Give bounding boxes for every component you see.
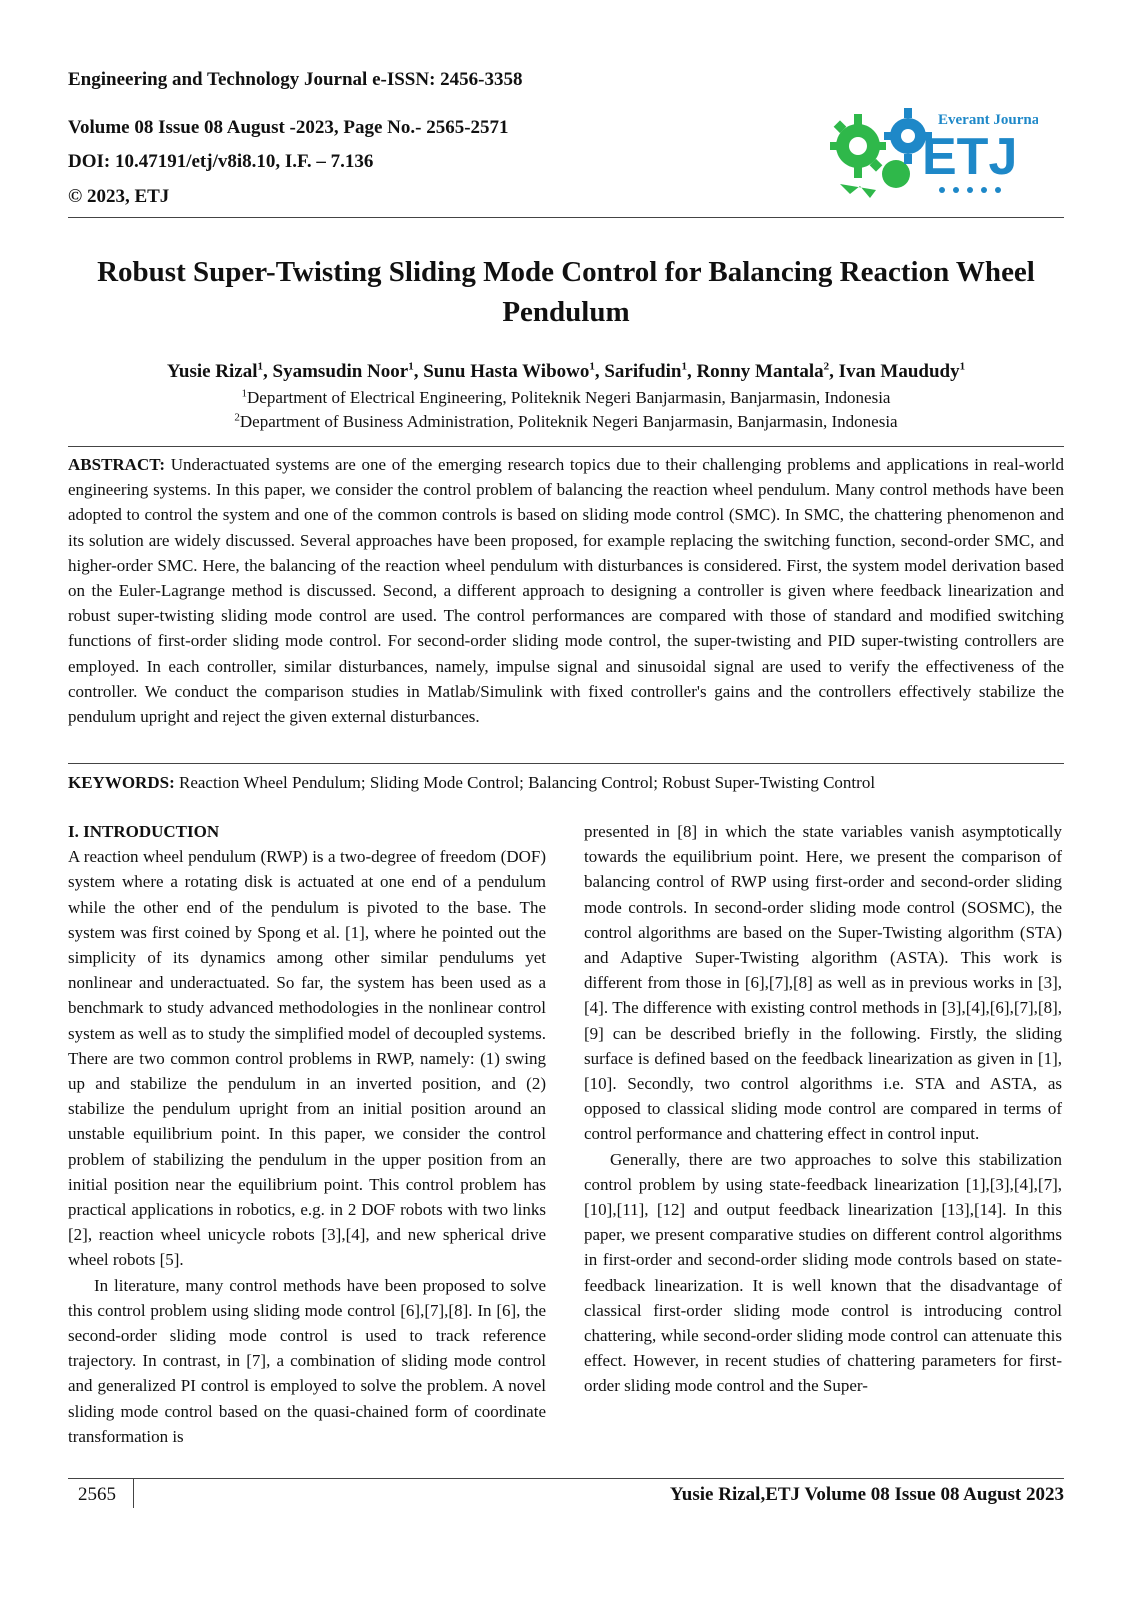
logo-text-main: ETJ [922,128,1018,186]
abstract-label: ABSTRACT: [68,455,165,474]
author: Sarifudin$^1$, [604,360,697,382]
section-heading-introduction: I. INTRODUCTION [68,822,220,841]
author: Ronny Mantala$^2$, [696,360,839,382]
right-column [584,819,1062,1399]
intro-paragraph-3: Generally, there are two approaches to solve this stabilization control problem by using state-feedback linearization [1],[3],[4],[7],[10],[11], [12] and output feedback linearization [13],[14]. In this paper, we present comparative studies on different control algorithms in first-order and second-order sliding mode controls based on state-feedback linearization. It is well known that the disadvantage of classical first-order sliding mode control is introducing control chattering, while second-order sliding mode control can attenuate this effect. However, in recent studies of chattering parameters for first-order sliding mode control and the Super- [584,1149,1062,1396]
author: Sunu Hasta Wibowo$^1$, [423,360,605,382]
keywords-text: Reaction Wheel Pendulum; Sliding Mode Control; Balancing Control; Robust Super-Twisting Control [178,773,876,792]
paper-title: Robust Super-Twisting Sliding Mode Control for Balancing Reaction Wheel Pendulum [97,256,1035,328]
intro-paragraph-1: A reaction wheel pendulum (RWP) is a two-degree of freedom (DOF) system where a rotating disk is actuated at one end of a pendulum while the other end of the pendulum is pivoted to the base. The system was first coined by Spong et al. [1], where he pointed out the simplicity of its dynamics among other similar pendulums yet nonlinear and underactuated. So far, the system has been used as a benchmark to study advanced methodologies in the nonlinear control system as well as to study the simplified model of decoupled systems. There are two common control problems in RWP, namely: (1) swing up and stabilize the pendulum in an inverted position, and (2) stabilize the pendulum upright from an initial position around an unstable equilibrium point. In this paper, we consider the control problem of stabilizing the pendulum in the upper position from an initial position near the equilibrium point. This control problem has practical applications in robotics, e.g. in 2 DOF robots with two links [2], reaction wheel unicycle robots [3],[4], and new spherical drive wheel robots [5]. [68,847,546,1270]
left-column [68,819,546,1449]
copyright-line: © 2023, ETJ [68,186,170,207]
etj-logo-graphic [826,94,1038,204]
header-rule [68,217,1064,218]
page-number: 2565 [78,1484,116,1505]
abstract-text: Underactuated systems are one of the emerging research topics due to their challenging problems and applications in real-world engineering systems. In this paper, we consider the control problem of balancing the reaction wheel pendulum. Many control methods have been adopted to control the system and one of the common controls is based on sliding mode control (SMC). In SMC, the chattering phenomenon and its solution are widely discussed. Several approaches have been proposed, for example replacing the switching function, second-order SMC, and higher-order SMC. Here, the balancing of the reaction wheel pendulum with disturbances is considered. First, the system model derivation based on the Euler-Lagrange method is discussed. Second, a different approach to designing a controller is given where feedback linearization and robust super-twisting sliding mode control are used. The control performances are compared with those of standard and modified switching functions of first-order sliding mode control. For second-order sliding mode control, the super-twisting and PID super-twisting controllers are employed. In each controller, similar disturbances, namely, impulse signal and sinusoidal signal are used to verify the effectiveness of the controller. We conduct the comparison studies in Matlab/Simulink with fixed controller's gains and the controllers effectively stabilize the pendulum upright and reject the given external disturbances. [68,455,1064,727]
affiliation-2: $^2$Department of Business Administration, Politeknik Negeri Banjarmasin, Banjarmasin, Indonesia [234,411,898,431]
abstract-bottom-rule [68,763,1064,764]
affiliation-1: $^1$Department of Electrical Engineering, Politeknik Negeri Banjarmasin, Banjarmasin, Indonesia [241,387,891,407]
author-list [60,360,1072,384]
author: Syamsudin Noor$^1$, [272,360,424,382]
abstract [68,452,1064,729]
author: Ivan Maududy$^1$ [838,360,966,382]
intro-paragraph-2: In literature, many control methods have been proposed to solve this control problem using sliding mode control [6],[7],[8]. In [6], the second-order sliding mode control is used to track reference trajectory. In contrast, in [7], a combination of sliding mode control and generalized PI control is employed to solve the problem. A novel sliding mode control based on the quasi-chained form of coordinate transformation is [68,1275,546,1446]
keywords-label: KEYWORDS: [68,773,175,792]
doi-line: DOI: 10.47191/etj/v8i8.10, I.F. – 7.136 [68,151,374,172]
journal-line: Engineering and Technology Journal e-ISSN: 2456-3358 [68,69,523,90]
footer-rule [68,1478,1064,1479]
author: Yusie Rizal$^1$, [166,360,273,382]
abstract-top-rule [68,446,1064,447]
footer-citation: Yusie Rizal,ETJ Volume 08 Issue 08 August 2023 [669,1484,1064,1505]
intro-paragraph-2-continued: presented in [8] in which the state variables vanish asymptotically towards the equilibrium point. Here, we present the comparison of balancing control of RWP using first-order and second-order sliding mode controls. In second-order sliding mode control (SOSMC), the control algorithms are based on the Super-Twisting algorithm (STA) and Adaptive Super-Twisting algorithm (ASTA). This work is different from those in [6],[7],[8] as well as in previous works in [3],[4]. The difference with existing control methods in [3],[4],[6],[7],[8],[9] can be described briefly in the following. Firstly, the sliding surface is defined based on the feedback linearization as given in [1],[10]. Secondly, two control algorithms i.e. STA and ASTA, as opposed to classical sliding mode control are compared in terms of control performance and chattering effect in control input. [584,822,1062,1144]
volume-line: Volume 08 Issue 08 August -2023, Page No.- 2565-2571 [68,117,509,138]
logo-text-top: Everant Journal [938,112,1038,128]
etj-logo [826,94,1038,204]
keywords [68,771,1064,795]
footer-separator [133,1478,134,1508]
